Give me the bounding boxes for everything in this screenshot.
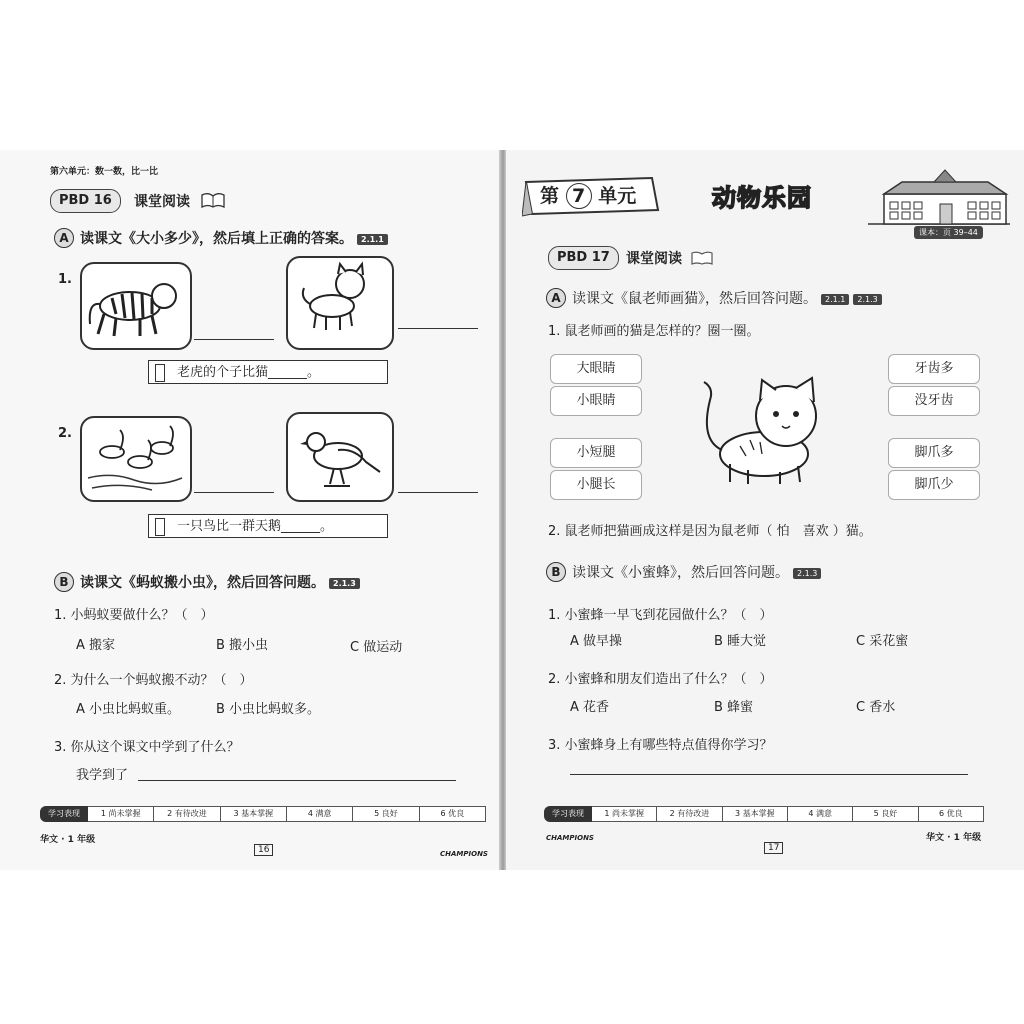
- left-page: [0, 150, 500, 870]
- rb-question-3: 3. 小蜜蜂身上有哪些特点值得你学习？: [548, 738, 773, 753]
- rating-label: 学习表现: [40, 806, 88, 822]
- rating-2[interactable]: 2 有待改进: [154, 806, 220, 822]
- tiger-picture: [80, 262, 192, 350]
- section-a-text: 读课文《大小多少》，然后填上正确的答案。: [80, 231, 353, 247]
- swan-icon: [82, 418, 186, 496]
- page-number-right: 17: [764, 842, 783, 854]
- option-big-eyes[interactable]: 大眼睛: [550, 354, 642, 384]
- school-building-icon: [868, 166, 1010, 226]
- skill-tag: 2.1.3: [853, 294, 881, 305]
- cat-icon: [288, 258, 388, 344]
- b-question-1: 1. 小蚂蚁要做什么？（ ）: [54, 608, 214, 623]
- page-number: 16: [254, 844, 273, 856]
- option-long-legs[interactable]: 小腿长: [550, 470, 642, 500]
- section-a-text: 读课文《鼠老师画猫》，然后回答问题。: [572, 291, 817, 307]
- book-icon: [200, 191, 226, 209]
- answer-line-1a[interactable]: [194, 339, 274, 340]
- option-short-legs[interactable]: 小短腿: [550, 438, 642, 468]
- b1-option-b[interactable]: B 搬小虫: [216, 638, 269, 653]
- b2-option-a[interactable]: A 小虫比蚂蚁重。: [76, 702, 181, 717]
- unit-title: 动物乐园: [712, 184, 812, 212]
- rating-bar-left: [40, 806, 486, 822]
- rb-question-1: 1. 小蜜蜂一早飞到花园做什么？（ ）: [548, 608, 773, 623]
- skill-tag: 2.1.1: [821, 294, 849, 305]
- rating-label: 学习表现: [544, 806, 592, 822]
- rating-6[interactable]: 6 优良: [420, 806, 486, 822]
- brand-logo: CHAMPIONS: [546, 834, 594, 842]
- answer-line-2b[interactable]: [398, 492, 478, 493]
- option-many-teeth[interactable]: 牙齿多: [888, 354, 980, 384]
- skill-tag: 2.1.3: [793, 568, 821, 579]
- section-a-instruction-right: [572, 288, 882, 308]
- rb1-option-c[interactable]: C 采花蜜: [856, 634, 909, 649]
- bird-icon: [288, 414, 388, 496]
- rb1-option-b[interactable]: B 睡大觉: [714, 634, 767, 649]
- rb2-option-a[interactable]: A 花香: [570, 700, 610, 715]
- section-b-marker-right: B: [546, 562, 566, 582]
- section-a-marker: A: [54, 228, 74, 248]
- rb2-option-c[interactable]: C 香水: [856, 700, 896, 715]
- rating-5[interactable]: 5 良好: [853, 806, 918, 822]
- book-icon: [690, 250, 714, 266]
- skill-tag: 2.1.1: [357, 234, 388, 245]
- rating-2[interactable]: 2 有待改进: [657, 806, 722, 822]
- rb3-answer-line[interactable]: [570, 774, 968, 775]
- rating-3[interactable]: 3 基本掌握: [221, 806, 287, 822]
- a-question-1: 1. 鼠老师画的猫是怎样的？圈一圈。: [548, 324, 760, 339]
- rating-5[interactable]: 5 良好: [353, 806, 419, 822]
- a-question-2: 2. 鼠老师把猫画成这样是因为鼠老师（ 怕 喜欢 ）猫。: [548, 524, 872, 539]
- pbd-badge-16: PBD 16: [50, 189, 121, 213]
- unit-suffix: 单元: [598, 185, 637, 207]
- bird-picture: [286, 412, 394, 502]
- rating-4[interactable]: 4 满意: [788, 806, 853, 822]
- rating-3[interactable]: 3 基本掌握: [723, 806, 788, 822]
- textbook-reference: 课本：页 39–44: [914, 226, 983, 239]
- b1-option-a[interactable]: A 搬家: [76, 638, 116, 653]
- rb-question-2: 2. 小蜜蜂和朋友们造出了什么？（ ）: [548, 672, 773, 687]
- option-no-teeth[interactable]: 没牙齿: [888, 386, 980, 416]
- b-question-3: 3. 你从这个课文中学到了什么？: [54, 740, 240, 755]
- option-many-claws[interactable]: 脚爪多: [888, 438, 980, 468]
- unit-number: 7: [566, 183, 592, 209]
- option-few-claws[interactable]: 脚爪少: [888, 470, 980, 500]
- rating-bar-right: [544, 806, 984, 822]
- skill-tag: 2.1.3: [329, 578, 360, 589]
- section-a-marker-right: A: [546, 288, 566, 308]
- question-2-sentence: 一只鸟比一群天鹅______。: [148, 514, 388, 538]
- footer-subject-right: 华文 · 1 年级: [926, 833, 982, 843]
- question-1-sentence: 老虎的个子比猫______。: [148, 360, 388, 384]
- b3-answer-line[interactable]: [138, 780, 456, 781]
- section-b-instruction-right: [572, 562, 821, 582]
- rating-6[interactable]: 6 优良: [919, 806, 984, 822]
- rating-1[interactable]: 1 尚未掌握: [592, 806, 657, 822]
- tiger-icon: [82, 264, 186, 344]
- swans-picture: [80, 416, 192, 502]
- pbd-title-right: 课堂阅读: [626, 251, 682, 267]
- pbd-title: 课堂阅读: [134, 194, 190, 210]
- option-small-eyes[interactable]: 小眼睛: [550, 386, 642, 416]
- section-b-text: 读课文《小蜜蜂》，然后回答问题。: [572, 565, 789, 581]
- brand-logo: CHAMPIONS: [440, 850, 488, 858]
- footer-subject: 华文 · 1 年级: [40, 835, 96, 845]
- section-b-text: 读课文《蚂蚁搬小虫》，然后回答问题。: [80, 575, 325, 591]
- answer-line-2a[interactable]: [194, 492, 274, 493]
- section-a-instruction: [80, 228, 388, 248]
- rb2-option-b[interactable]: B 蜂蜜: [714, 700, 754, 715]
- question-2-number: 2.: [58, 426, 72, 441]
- rb1-option-a[interactable]: A 做早操: [570, 634, 623, 649]
- rating-4[interactable]: 4 满意: [287, 806, 353, 822]
- cat-drawing-icon: [690, 370, 840, 490]
- unit-header: 第六单元：数一数，比一比: [50, 167, 159, 177]
- b2-option-b[interactable]: B 小虫比蚂蚁多。: [216, 702, 321, 717]
- cat-picture: [286, 256, 394, 350]
- section-b-instruction: [80, 572, 360, 592]
- answer-line-1b[interactable]: [398, 328, 478, 329]
- rating-1[interactable]: 1 尚未掌握: [88, 806, 154, 822]
- unit-prefix: 第: [540, 185, 560, 207]
- unit-label: [540, 181, 636, 209]
- b-question-2: 2. 为什么一个蚂蚁搬不动？（ ）: [54, 673, 253, 688]
- section-b-marker: B: [54, 572, 74, 592]
- b1-option-c[interactable]: C 做运动: [350, 640, 403, 655]
- b3-answer-prefix: 我学到了: [76, 768, 129, 783]
- question-1-number: 1.: [58, 272, 72, 287]
- pbd-badge-17: PBD 17: [548, 246, 619, 270]
